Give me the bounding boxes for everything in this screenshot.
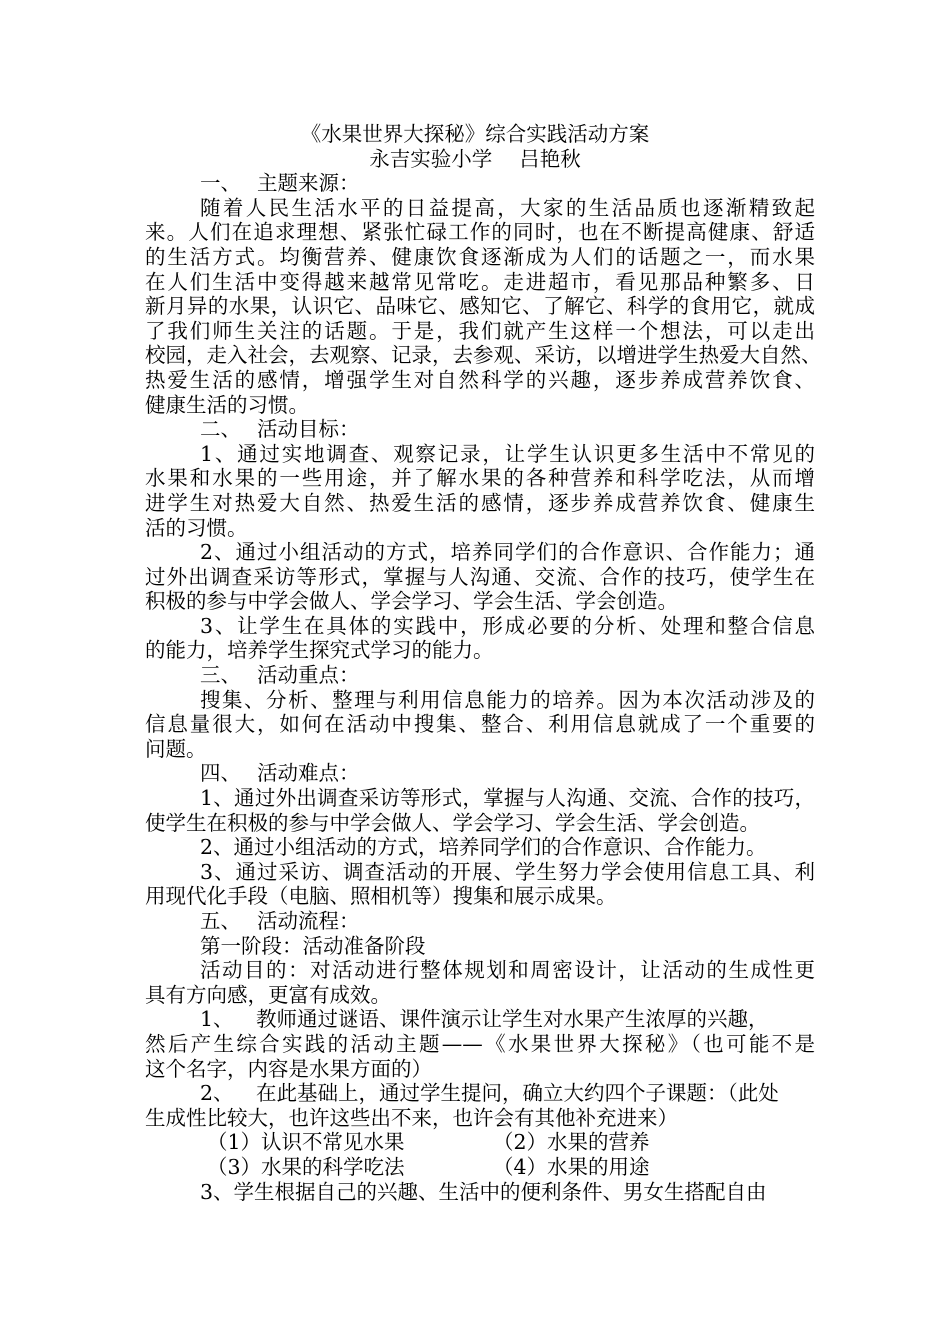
paragraph-line: 这个名字，内容是水果方面的） <box>145 1056 432 1081</box>
list-item-1 <box>145 1007 815 1032</box>
paragraph-line: 1、通过实地调查、观察记录，让学生认识更多生活中不常见的 <box>200 441 815 466</box>
subtopic-item: （2）水果的营养 <box>493 1130 650 1155</box>
section-title: 活动难点： <box>257 761 360 786</box>
paragraph-line: 的生活方式。均衡营养、健康饮食逐渐成为人们的话题之一，而水果 <box>145 244 815 269</box>
list-number: 1、 <box>200 1007 234 1032</box>
subtopic-row <box>145 1155 815 1180</box>
paragraph-line: 在人们生活中变得越来越常见常吃。走进超市，看见那品种繁多、日 <box>145 269 815 294</box>
paragraph-line: 新月异的水果，认识它、品味它、感知它、了解它、科学的食用它，就成 <box>145 294 815 319</box>
section-title: 活动重点： <box>257 663 360 688</box>
section-number: 四、 <box>200 761 241 786</box>
paragraph-line: 2、通过小组活动的方式，培养同学们的合作意识、合作能力。 <box>200 835 767 860</box>
section-number: 三、 <box>200 663 241 688</box>
subtopic-item: （1）认识不常见水果 <box>207 1130 405 1155</box>
paragraph-line: 水果和水果的一些用途，并了解水果的各种营养和科学吃法，从而增 <box>145 466 815 491</box>
paragraph-line: 问题。 <box>145 736 207 761</box>
paragraph-line: 了我们师生关注的话题。于是，我们就产生这样一个想法，可以走出 <box>145 318 815 343</box>
paragraph-line: 3、学生根据自己的兴趣、生活中的便利条件、男女生搭配自由 <box>200 1179 767 1204</box>
paragraph-line: 活动目的：对活动进行整体规划和周密设计，让活动的生成性更 <box>200 958 815 983</box>
section-number: 二、 <box>200 417 241 442</box>
stage-heading: 第一阶段：活动准备阶段 <box>200 933 426 958</box>
section-title: 主题来源： <box>257 171 360 196</box>
paragraph-line: 生成性比较大，也许这些出不来，也许会有其他补充进来） <box>145 1105 678 1130</box>
section-title: 活动流程： <box>257 909 360 933</box>
subtopic-row <box>145 1130 815 1155</box>
paragraph-line: 健康生活的习惯。 <box>145 392 309 417</box>
document-page <box>145 122 822 1204</box>
paragraph-line: 2、通过小组活动的方式，培养同学们的合作意识、合作能力；通 <box>200 540 815 565</box>
section-number: 五、 <box>200 909 241 933</box>
section-heading-4 <box>145 761 815 786</box>
section-heading-2 <box>145 417 815 442</box>
paragraph-line: 使学生在积极的参与中学会做人、学会学习、学会生活、学会创造。 <box>145 810 760 835</box>
list-item-2 <box>145 1081 815 1106</box>
paragraph-line: 搜集、分析、整理与利用信息能力的培养。因为本次活动涉及的 <box>200 687 815 712</box>
paragraph-line: 活的习惯。 <box>145 515 248 540</box>
list-text: 教师通过谜语、课件演示让学生对水果产生浓厚的兴趣， <box>256 1007 769 1032</box>
paragraph-line: 用现代化手段（电脑、照相机等）搜集和展示成果。 <box>145 884 617 909</box>
paragraph-line: 的能力，培养学生探究式学习的能力。 <box>145 638 494 663</box>
section-heading-1 <box>145 171 815 196</box>
list-text: 在此基础上，通过学生提问，确立大约四个子课题：（此处 <box>256 1081 779 1106</box>
paragraph-line: 热爱生活的感情，增强学生对自然科学的兴趣，逐步养成营养饮食、 <box>145 367 815 392</box>
paragraph-line: 过外出调查采访等形式，掌握与人沟通、交流、合作的技巧，使学生在 <box>145 564 815 589</box>
document-title: 《水果世界大探秘》综合实践活动方案 <box>300 122 650 146</box>
section-number: 一、 <box>200 171 241 196</box>
paragraph-line: 然后产生综合实践的活动主题——《水果世界大探秘》（也可能不是 <box>145 1031 815 1056</box>
paragraph-line: 3、通过采访、调查活动的开展、学生努力学会使用信息工具、利 <box>200 859 815 884</box>
subtopic-item: （3）水果的科学吃法 <box>207 1154 405 1179</box>
paragraph-line: 3、让学生在具体的实践中，形成必要的分析、处理和整合信息 <box>200 613 815 638</box>
document-author: 永吉实验小学 吕艳秋 <box>369 146 581 171</box>
paragraph-line: 来。人们在追求理想、紧张忙碌工作的同时，也在不断提高健康、舒适 <box>145 220 815 245</box>
list-number: 2、 <box>200 1081 234 1106</box>
section-heading-3 <box>145 663 815 688</box>
paragraph-line: 校园，走入社会，去观察、记录，去参观、采访，以增进学生热爱大自然、 <box>145 343 822 368</box>
section-heading-5 <box>145 909 815 934</box>
paragraph-line: 1、通过外出调查采访等形式，掌握与人沟通、交流、合作的技巧， <box>200 786 815 811</box>
paragraph-line: 进学生对热爱大自然、热爱生活的感情，逐步养成营养饮食、健康生 <box>145 490 815 515</box>
paragraph-line: 积极的参与中学会做人、学会学习、学会生活、学会创造。 <box>145 589 678 614</box>
paragraph-line: 随着人民生活水平的日益提高，大家的生活品质也逐渐精致起 <box>200 195 815 220</box>
subtopic-item: （4）水果的用途 <box>493 1154 650 1179</box>
paragraph-line: 信息量很大，如何在活动中搜集、整合、利用信息就成了一个重要的 <box>145 712 815 737</box>
section-title: 活动目标： <box>257 417 360 442</box>
paragraph-line: 具有方向感，更富有成效。 <box>145 982 391 1007</box>
